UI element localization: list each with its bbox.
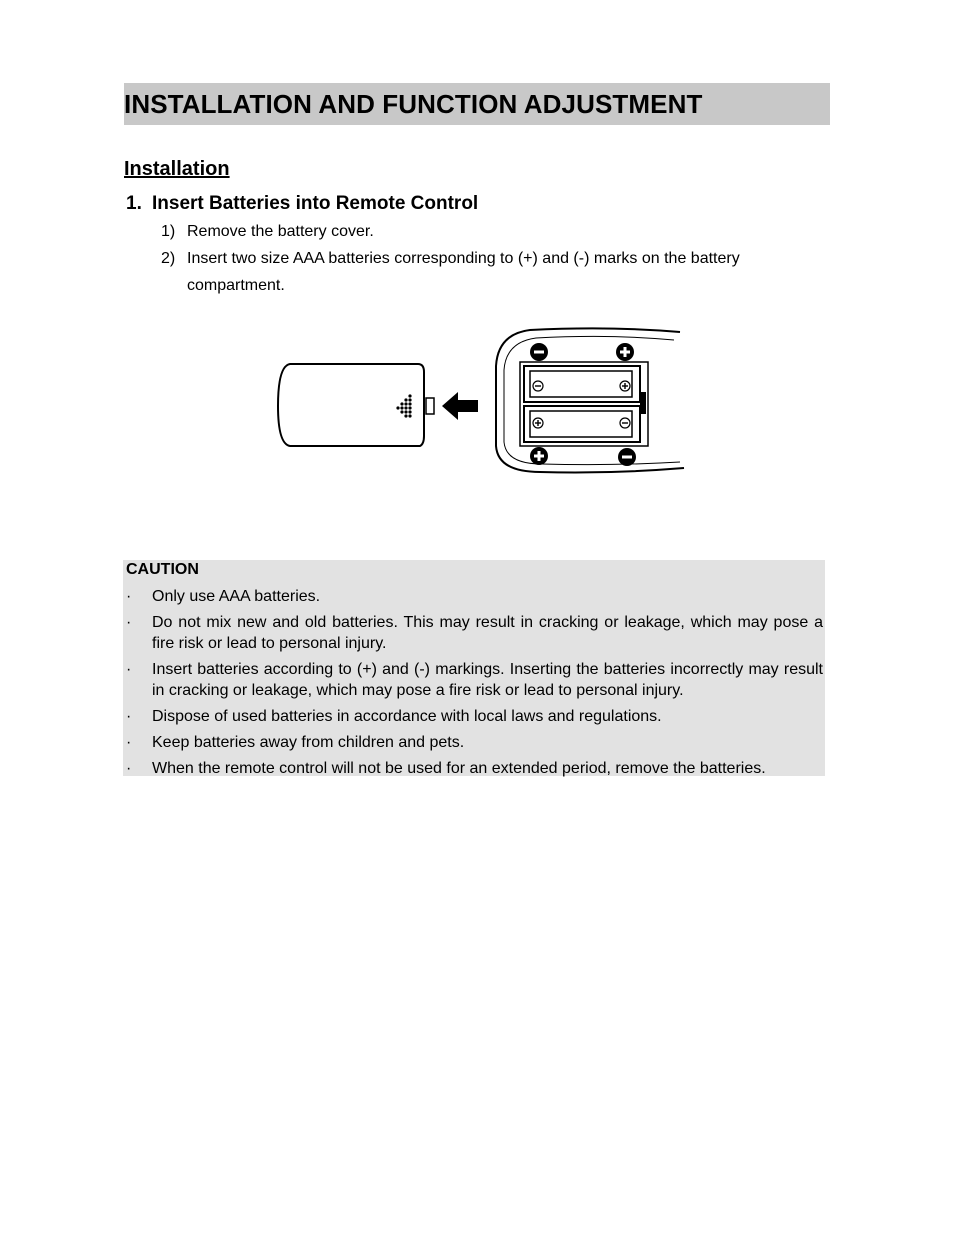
caution-item — [123, 732, 825, 753]
bullet: · — [126, 588, 132, 605]
battery-installation-illustration — [270, 326, 690, 478]
remote-compartment-icon — [496, 328, 684, 472]
caution-text: Do not mix new and old batteries. This may result in cracking or leakage, which may pose a fire risk or lead to personal injury. — [152, 614, 823, 652]
caution-heading: CAUTION — [126, 561, 199, 578]
caution-text: Dispose of used batteries in accordance with local laws and regulations. — [152, 708, 662, 725]
section-heading: Installation — [124, 158, 230, 180]
substep-item — [161, 245, 811, 299]
substep-text: Insert two size AAA batteries corresponding to (+) and (-) marks on the battery compartment. — [187, 250, 740, 294]
substep-number: 2) — [161, 250, 176, 267]
substep-number: 1) — [161, 223, 176, 240]
caution-box — [123, 560, 825, 776]
substep-item — [161, 218, 811, 245]
caution-text: When the remote control will not be used for an extended period, remove the batteries. — [152, 760, 766, 777]
caution-item — [123, 758, 825, 779]
bullet: · — [126, 760, 132, 777]
battery-cover-icon — [278, 364, 434, 446]
step-number: 1. — [126, 193, 142, 214]
caution-item — [123, 706, 825, 727]
caution-list — [123, 586, 825, 784]
arrow-left-icon — [442, 392, 478, 420]
page-title: INSTALLATION AND FUNCTION ADJUSTMENT — [124, 89, 703, 119]
caution-item — [123, 586, 825, 607]
caution-item — [123, 612, 825, 654]
bullet: · — [126, 614, 132, 631]
bullet: · — [126, 661, 132, 678]
step-heading — [126, 193, 478, 215]
bullet: · — [126, 734, 132, 751]
bullet: · — [126, 708, 132, 725]
caution-item — [123, 659, 825, 701]
caution-text: Only use AAA batteries. — [152, 588, 321, 605]
caution-text: Insert batteries according to (+) and (-) markings. Inserting the batteries incorrectly may result in cracking or leakage, which may pose a fire risk or lead to personal injury. — [152, 661, 823, 699]
caution-text: Keep batteries away from children and pets. — [152, 734, 465, 751]
title-bar — [124, 83, 830, 125]
substep-text: Remove the battery cover. — [187, 223, 374, 240]
step-label: Insert Batteries into Remote Control — [152, 193, 479, 214]
substep-list — [161, 218, 811, 299]
